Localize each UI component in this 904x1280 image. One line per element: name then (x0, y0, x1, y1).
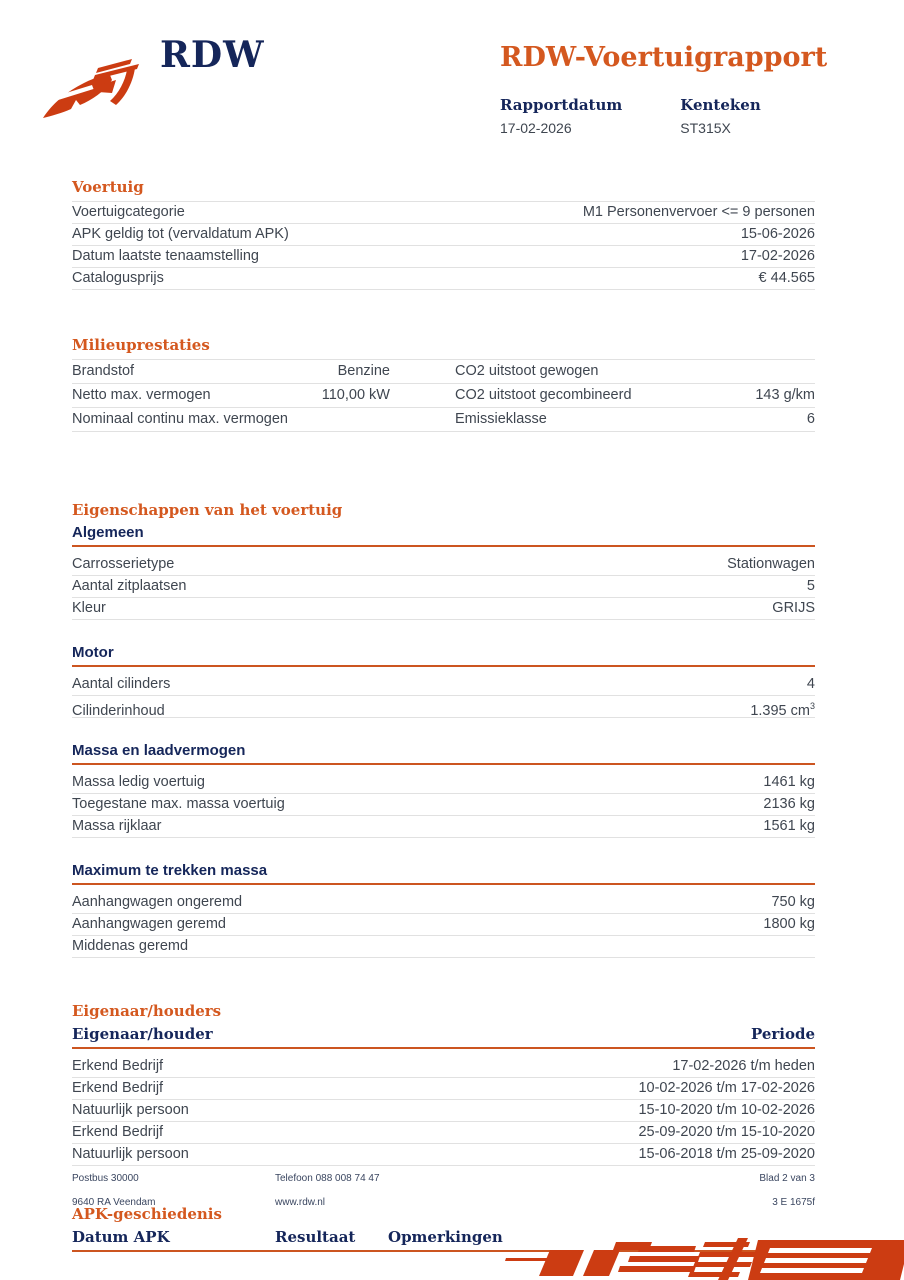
table-row (72, 1077, 815, 1099)
row-label: Massa ledig voertuig (72, 774, 205, 790)
table-row (72, 245, 815, 267)
divider-rule (72, 545, 815, 547)
row-label: Kleur (72, 600, 106, 616)
section-title-eigenschappen: Eigenschappen van het voertuig (72, 501, 343, 519)
row-label: Aanhangwagen geremd (72, 916, 226, 932)
table-row (72, 267, 815, 289)
table-row (72, 815, 815, 837)
row-value: 1461 kg (763, 774, 815, 790)
footer-postbus: Postbus 30000 (72, 1173, 139, 1184)
table-row (72, 407, 815, 431)
rdw-feather-logo-icon (40, 48, 152, 124)
column-header-remarks: Opmerkingen (388, 1228, 503, 1246)
rdw-logo-text: RDW (160, 34, 265, 76)
table-row (72, 359, 815, 383)
table-row (72, 223, 815, 245)
section-title-milieuprestaties: Milieuprestaties (72, 336, 210, 354)
row-label: Aanhangwagen ongeremd (72, 894, 243, 910)
section-title-apk: APK-geschiedenis (72, 1205, 222, 1223)
row-value: 1561 kg (763, 818, 815, 834)
row-value: M1 Personenvervoer <= 9 personen (582, 204, 815, 220)
row-label: Aantal zitplaatsen (72, 578, 187, 594)
footer-line-2 (72, 1197, 815, 1208)
table-row (72, 793, 815, 815)
report-date-label: Rapportdatum (500, 96, 623, 114)
row-label: Nominaal continu max. vermogen (72, 411, 288, 427)
row-label: Toegestane max. massa voertuig (72, 796, 285, 812)
subsection-title-massa: Massa en laadvermogen (72, 742, 246, 759)
table-row (72, 575, 815, 597)
table-row (72, 1056, 815, 1077)
trekken-massa-table (72, 892, 815, 958)
divider-rule (72, 763, 815, 765)
row-value: 2136 kg (763, 796, 815, 812)
license-plate-block (680, 96, 760, 136)
row-label: Datum laatste tenaamstelling (72, 248, 259, 264)
row-label: Massa rijklaar (72, 818, 162, 834)
row-value: € 44.565 (758, 270, 815, 286)
row-value: 5 (806, 578, 815, 594)
table-row (72, 383, 815, 407)
table-row (72, 695, 815, 717)
row-label: Carrosserietype (72, 556, 175, 572)
subsection-massa (72, 742, 815, 838)
subsection-algemeen (72, 524, 815, 620)
row-value: 1.395 $cm^3$ (750, 701, 815, 719)
report-date-block (500, 96, 622, 136)
row-label: Cilinderinhoud (72, 702, 165, 719)
column-header-period: Periode (750, 1025, 815, 1043)
eigenaar-table (72, 1056, 815, 1166)
subsection-motor (72, 644, 815, 718)
row-label: Middenas geremd (72, 938, 189, 954)
footer-line-1 (72, 1173, 815, 1184)
right-cell (455, 408, 815, 431)
table-row (72, 935, 815, 957)
left-cell (72, 384, 390, 407)
row-label: CO2 uitstoot gewogen (455, 363, 599, 379)
column-gap (390, 384, 455, 407)
report-meta (500, 96, 761, 136)
row-value: 6 (806, 411, 815, 427)
footer-page-indicator: Blad 2 van 3 (759, 1173, 815, 1184)
period-cell: 15-10-2020 t/m 10-02-2026 (638, 1102, 815, 1118)
row-label: APK geldig tot (vervaldatum APK) (72, 226, 289, 242)
owner-cell: Erkend Bedrijf (72, 1058, 164, 1074)
row-value: 4 (806, 676, 815, 692)
column-header-owner: Eigenaar/houder (72, 1025, 213, 1043)
voertuig-table (72, 201, 815, 290)
table-row (72, 674, 815, 695)
left-cell (72, 408, 390, 431)
eigenaar-table-header (72, 1025, 815, 1044)
row-label: Netto max. vermogen (72, 387, 211, 403)
massa-table (72, 772, 815, 838)
divider-rule (72, 665, 815, 667)
row-value: 1800 kg (763, 916, 815, 932)
table-row (72, 1143, 815, 1165)
row-value: Benzine (337, 363, 390, 379)
column-header-apk-date: Datum APK (72, 1228, 170, 1246)
column-gap (390, 408, 455, 431)
row-value: Stationwagen (727, 556, 815, 572)
row-label: Aantal cilinders (72, 676, 171, 692)
row-value: 750 kg (771, 894, 815, 910)
superscript: 3 (809, 701, 815, 711)
row-value: 17-02-2026 (740, 248, 815, 264)
section-title-eigenaar: Eigenaar/houders (72, 1002, 222, 1020)
subsection-title-motor: Motor (72, 644, 114, 661)
row-label: Voertuigcategorie (72, 204, 185, 220)
table-row (72, 1121, 815, 1143)
table-row (72, 597, 815, 619)
left-cell (72, 360, 390, 383)
row-value: GRIJS (772, 600, 815, 616)
section-title-voertuig: Voertuig (72, 178, 144, 196)
license-plate-label: Kenteken (680, 96, 761, 114)
row-label: Brandstof (72, 363, 135, 379)
table-row (72, 554, 815, 575)
row-label: Emissieklasse (455, 411, 547, 427)
period-cell: 25-09-2020 t/m 15-10-2020 (638, 1124, 815, 1140)
subsection-title-trekken-massa: Maximum te trekken massa (72, 862, 268, 879)
report-body (72, 178, 815, 1259)
divider-rule (72, 1047, 815, 1049)
divider-rule (72, 883, 815, 885)
table-row (72, 892, 815, 913)
row-value: 15-06-2026 (740, 226, 815, 242)
row-value: 110,00 kW (321, 387, 390, 403)
owner-cell: Natuurlijk persoon (72, 1146, 189, 1162)
table-row (72, 201, 815, 223)
footer-website: www.rdw.nl (275, 1197, 326, 1208)
period-cell: 10-02-2026 t/m 17-02-2026 (638, 1080, 815, 1096)
owner-cell: Erkend Bedrijf (72, 1080, 164, 1096)
footer-phone: Telefoon 088 008 74 47 (275, 1173, 380, 1184)
page-title: RDW-Voertuigrapport (500, 42, 828, 73)
subsection-title-algemeen: Algemeen (72, 524, 144, 541)
report-date-value: 17-02-2026 (500, 120, 572, 136)
column-gap (390, 360, 455, 383)
speed-stripes-graphic-icon (498, 1230, 904, 1280)
milieuprestaties-table (72, 359, 815, 432)
license-plate-value: ST315X (680, 120, 731, 136)
row-label: CO2 uitstoot gecombineerd (455, 387, 632, 403)
subsection-trekken-massa (72, 862, 815, 958)
right-cell (455, 384, 815, 407)
table-row (72, 772, 815, 793)
table-row (72, 1099, 815, 1121)
footer-city: 9640 RA Veendam (72, 1197, 156, 1208)
column-header-result: Resultaat (275, 1228, 356, 1246)
algemeen-table (72, 554, 815, 620)
motor-table (72, 674, 815, 718)
owner-cell: Erkend Bedrijf (72, 1124, 164, 1140)
row-value: 143 g/km (755, 387, 815, 403)
right-cell (455, 360, 815, 383)
footer-form-code: 3 E 1675f (772, 1197, 815, 1208)
owner-cell: Natuurlijk persoon (72, 1102, 189, 1118)
period-cell: 17-02-2026 t/m heden (672, 1058, 815, 1074)
table-row (72, 913, 815, 935)
row-label: Catalogusprijs (72, 270, 164, 286)
period-cell: 15-06-2018 t/m 25-09-2020 (638, 1146, 815, 1162)
